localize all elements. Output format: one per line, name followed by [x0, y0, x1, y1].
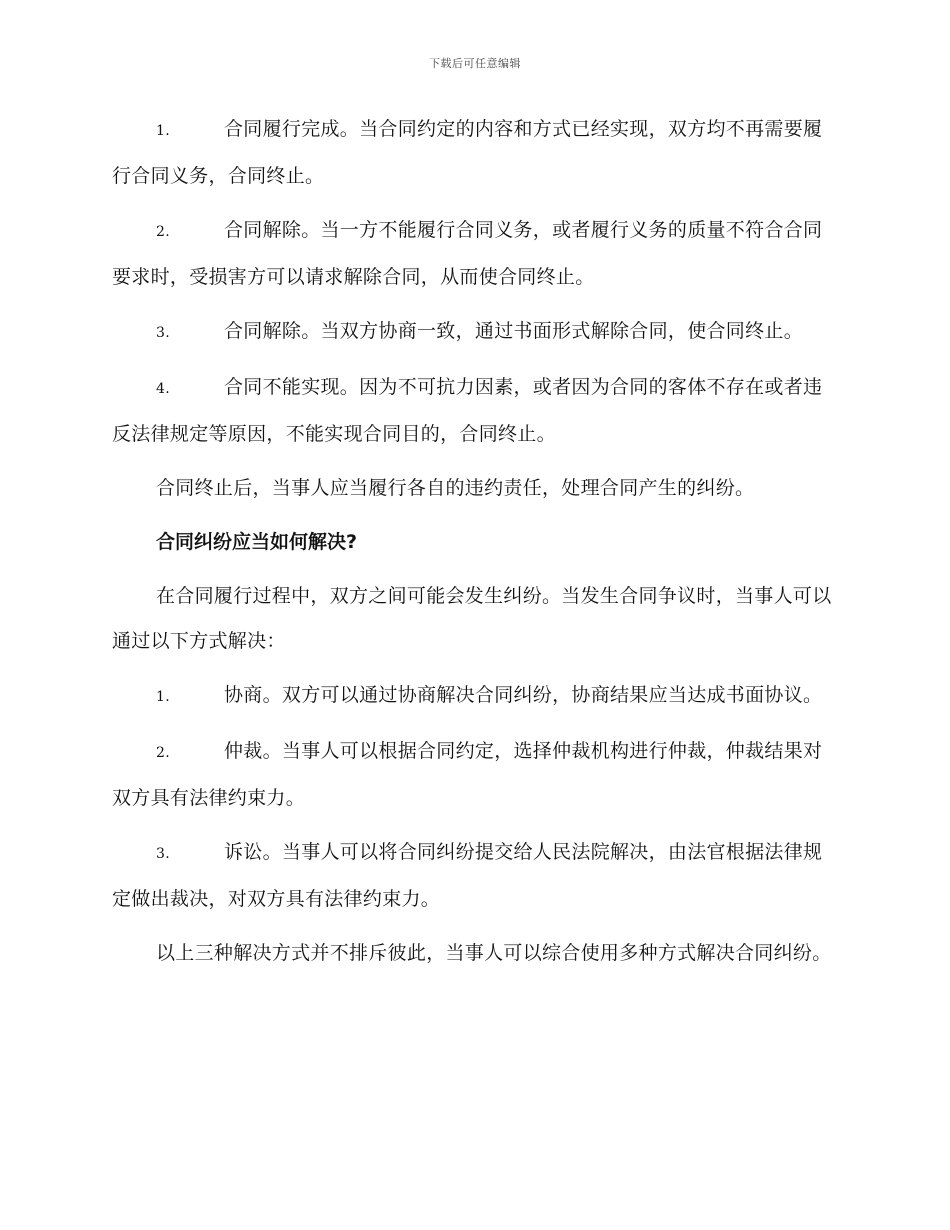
termination-item-1: [112, 107, 834, 199]
dispute-item-1: [112, 673, 834, 720]
list-number: 3.: [156, 846, 170, 862]
list-number: 2.: [156, 224, 170, 240]
list-item-text: 合同履行完成。当合同约定的内容和方式已经实现，双方均不再需要履行合同义务，合同终止。: [112, 118, 823, 187]
termination-closing-paragraph: 合同终止后，当事人应当履行各自的违约责任，处理合同产生的纠纷。: [156, 477, 755, 499]
list-item-text: 合同解除。当双方协商一致，通过书面形式解除合同，使合同终止。: [224, 320, 804, 342]
termination-item-4: [112, 365, 834, 457]
list-number: 2.: [156, 745, 170, 761]
list-number: 4.: [156, 381, 170, 397]
dispute-item-3: [112, 830, 834, 922]
dispute-closing-paragraph: 以上三种解决方式并不排斥彼此，当事人可以综合使用多种方式解决合同纠纷。: [156, 942, 832, 964]
list-number: 1.: [156, 689, 170, 705]
list-number: 1.: [156, 123, 170, 139]
document-body: [112, 107, 834, 985]
dispute-item-2: [112, 729, 834, 821]
termination-item-3: [112, 309, 834, 356]
list-item-text: 合同不能实现。因为不可抗力因素，或者因为合同的客体不存在或者违反法律规定等原因，不能实现合同目的，合同终止。: [112, 376, 823, 445]
termination-item-2: [112, 208, 834, 300]
dispute-heading: 合同纠纷应当如何解决?: [156, 531, 358, 553]
dispute-intro-paragraph: 在合同履行过程中，双方之间可能会发生纠纷。当发生合同争议时，当事人可以通过以下方式解决：: [112, 585, 832, 652]
list-item-text: 诉讼。当事人可以将合同纠纷提交给人民法院解决，由法官根据法律规定做出裁决，对双方具有法律约束力。: [112, 841, 823, 910]
page-header: 下载后可任意编辑: [429, 57, 521, 70]
list-item-text: 合同解除。当一方不能履行合同义务，或者履行义务的质量不符合合同要求时，受损害方可以请求解除合同，从而使合同终止。: [112, 219, 823, 288]
list-number: 3.: [156, 325, 170, 341]
list-item-text: 仲裁。当事人可以根据合同约定，选择仲裁机构进行仲裁，仲裁结果对双方具有法律约束力。: [112, 740, 823, 809]
list-item-text: 协商。双方可以通过协商解决合同纠纷，协商结果应当达成书面协议。: [224, 684, 823, 706]
